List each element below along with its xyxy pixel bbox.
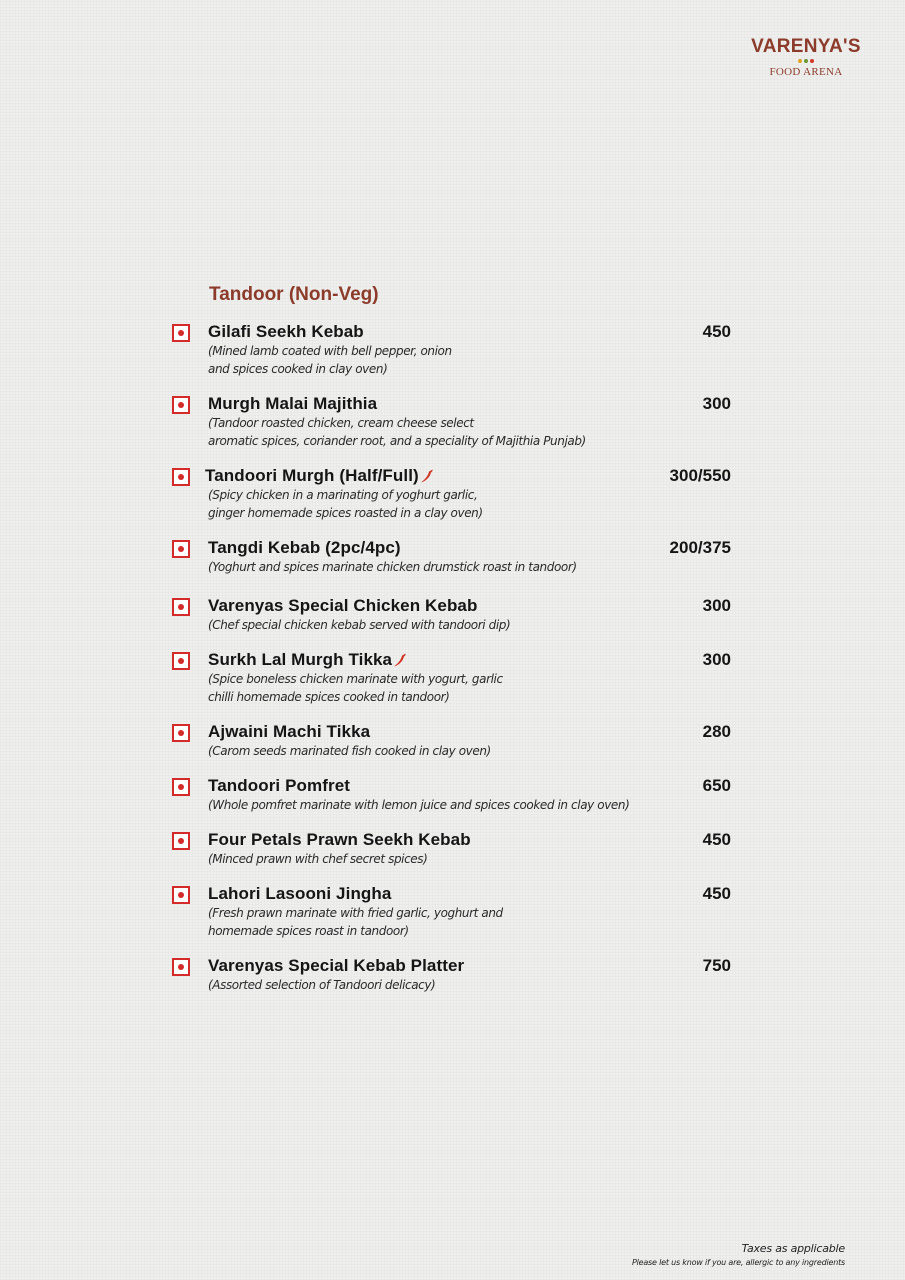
item-name-text: Ajwaini Machi Tikka: [208, 722, 371, 741]
non-veg-icon: [172, 598, 190, 616]
non-veg-icon: [172, 652, 190, 670]
description-line: (Mined lamb coated with bell pepper, onion: [208, 344, 452, 358]
non-veg-icon: [172, 396, 190, 414]
item-price: 300: [702, 394, 731, 413]
description-line: (Fresh prawn marinate with fried garlic, yoghurt and: [208, 906, 503, 920]
non-veg-icon: [172, 540, 190, 558]
item-price: 280: [702, 722, 731, 741]
item-description: [208, 558, 648, 576]
non-veg-icon: [172, 324, 190, 342]
description-line: (Assorted selection of Tandoori delicacy): [208, 978, 436, 992]
item-price: 450: [702, 322, 731, 341]
description-line: (Spicy chicken in a marinating of yoghurt garlic,: [208, 488, 478, 502]
item-name-text: Tandoori Murgh (Half/Full): [205, 466, 419, 485]
brand-subtitle: FOOD ARENA: [769, 66, 843, 78]
description-line: (Minced prawn with chef secret spices): [208, 852, 428, 866]
item-price: 300: [702, 650, 731, 669]
item-name: [208, 776, 350, 796]
non-veg-icon: [172, 724, 190, 742]
description-line: (Spice boneless chicken marinate with yogurt, garlic: [208, 672, 503, 686]
item-description: [208, 904, 648, 940]
item-description: [208, 616, 648, 634]
brand-dot-yellow: [798, 59, 802, 63]
non-veg-icon: [172, 778, 190, 796]
allergy-note: Please let us know if you are, allergic to any ingredients: [631, 1258, 845, 1267]
item-description: [208, 342, 648, 378]
item-name: [208, 884, 391, 904]
item-price: 450: [702, 884, 731, 903]
item-description: [208, 850, 648, 868]
item-price: 650: [702, 776, 731, 795]
item-price: 300: [702, 596, 731, 615]
brand-logo: [741, 36, 871, 79]
item-description: [208, 742, 648, 760]
item-name: [208, 596, 477, 616]
item-description: [208, 670, 648, 706]
description-line: ginger homemade spices roasted in a clay oven): [208, 506, 483, 520]
taxes-note: Taxes as applicable: [741, 1242, 845, 1255]
description-line: (Tandoor roasted chicken, cream cheese select: [208, 416, 474, 430]
item-name: [208, 830, 471, 850]
item-price: 300/550: [669, 466, 731, 485]
item-description: [208, 486, 648, 522]
description-line: (Yoghurt and spices marinate chicken drumstick roast in tandoor): [208, 560, 577, 574]
non-veg-icon: [172, 886, 190, 904]
item-name-text: Tandoori Pomfret: [208, 776, 351, 795]
item-price: 450: [702, 830, 731, 849]
brand-dot-green: [804, 59, 808, 63]
item-name-text: Four Petals Prawn Seekh Kebab: [208, 830, 471, 849]
non-veg-icon: [172, 958, 190, 976]
non-veg-icon: [172, 832, 190, 850]
item-name-text: Varenyas Special Kebab Platter: [208, 956, 465, 975]
item-name-text: Surkh Lal Murgh Tikka: [208, 650, 393, 669]
item-description: [208, 796, 648, 814]
item-name-text: Tangdi Kebab (2pc/4pc): [208, 538, 401, 557]
section-title: Tandoor (Non-Veg): [209, 284, 379, 305]
brand-name: VARENYA'S: [751, 36, 861, 57]
item-name: [208, 394, 377, 414]
item-name-text: Varenyas Special Chicken Kebab: [208, 596, 478, 615]
item-name-text: Lahori Lasooni Jingha: [208, 884, 392, 903]
item-description: [208, 976, 648, 994]
item-price: 750: [702, 956, 731, 975]
brand-dot-red: [810, 59, 814, 63]
description-line: (Whole pomfret marinate with lemon juice and spices cooked in clay oven): [208, 798, 630, 812]
item-name-text: Murgh Malai Majithia: [208, 394, 378, 413]
item-name: [208, 538, 401, 558]
description-line: aromatic spices, coriander root, and a speciality of Majithia Punjab): [208, 434, 586, 448]
description-line: (Carom seeds marinated fish cooked in clay oven): [208, 744, 491, 758]
item-price: 200/375: [669, 538, 731, 557]
description-line: and spices cooked in clay oven): [208, 362, 388, 376]
item-description: [208, 414, 648, 450]
description-line: (Chef special chicken kebab served with tandoori dip): [208, 618, 511, 632]
description-line: chilli homemade spices cooked in tandoor): [208, 690, 450, 704]
item-name: [208, 956, 464, 976]
non-veg-icon: [172, 468, 190, 486]
description-line: homemade spices roast in tandoor): [208, 924, 409, 938]
item-name: [208, 322, 364, 342]
item-name-text: Gilafi Seekh Kebab: [208, 322, 364, 341]
item-name: [208, 722, 370, 742]
